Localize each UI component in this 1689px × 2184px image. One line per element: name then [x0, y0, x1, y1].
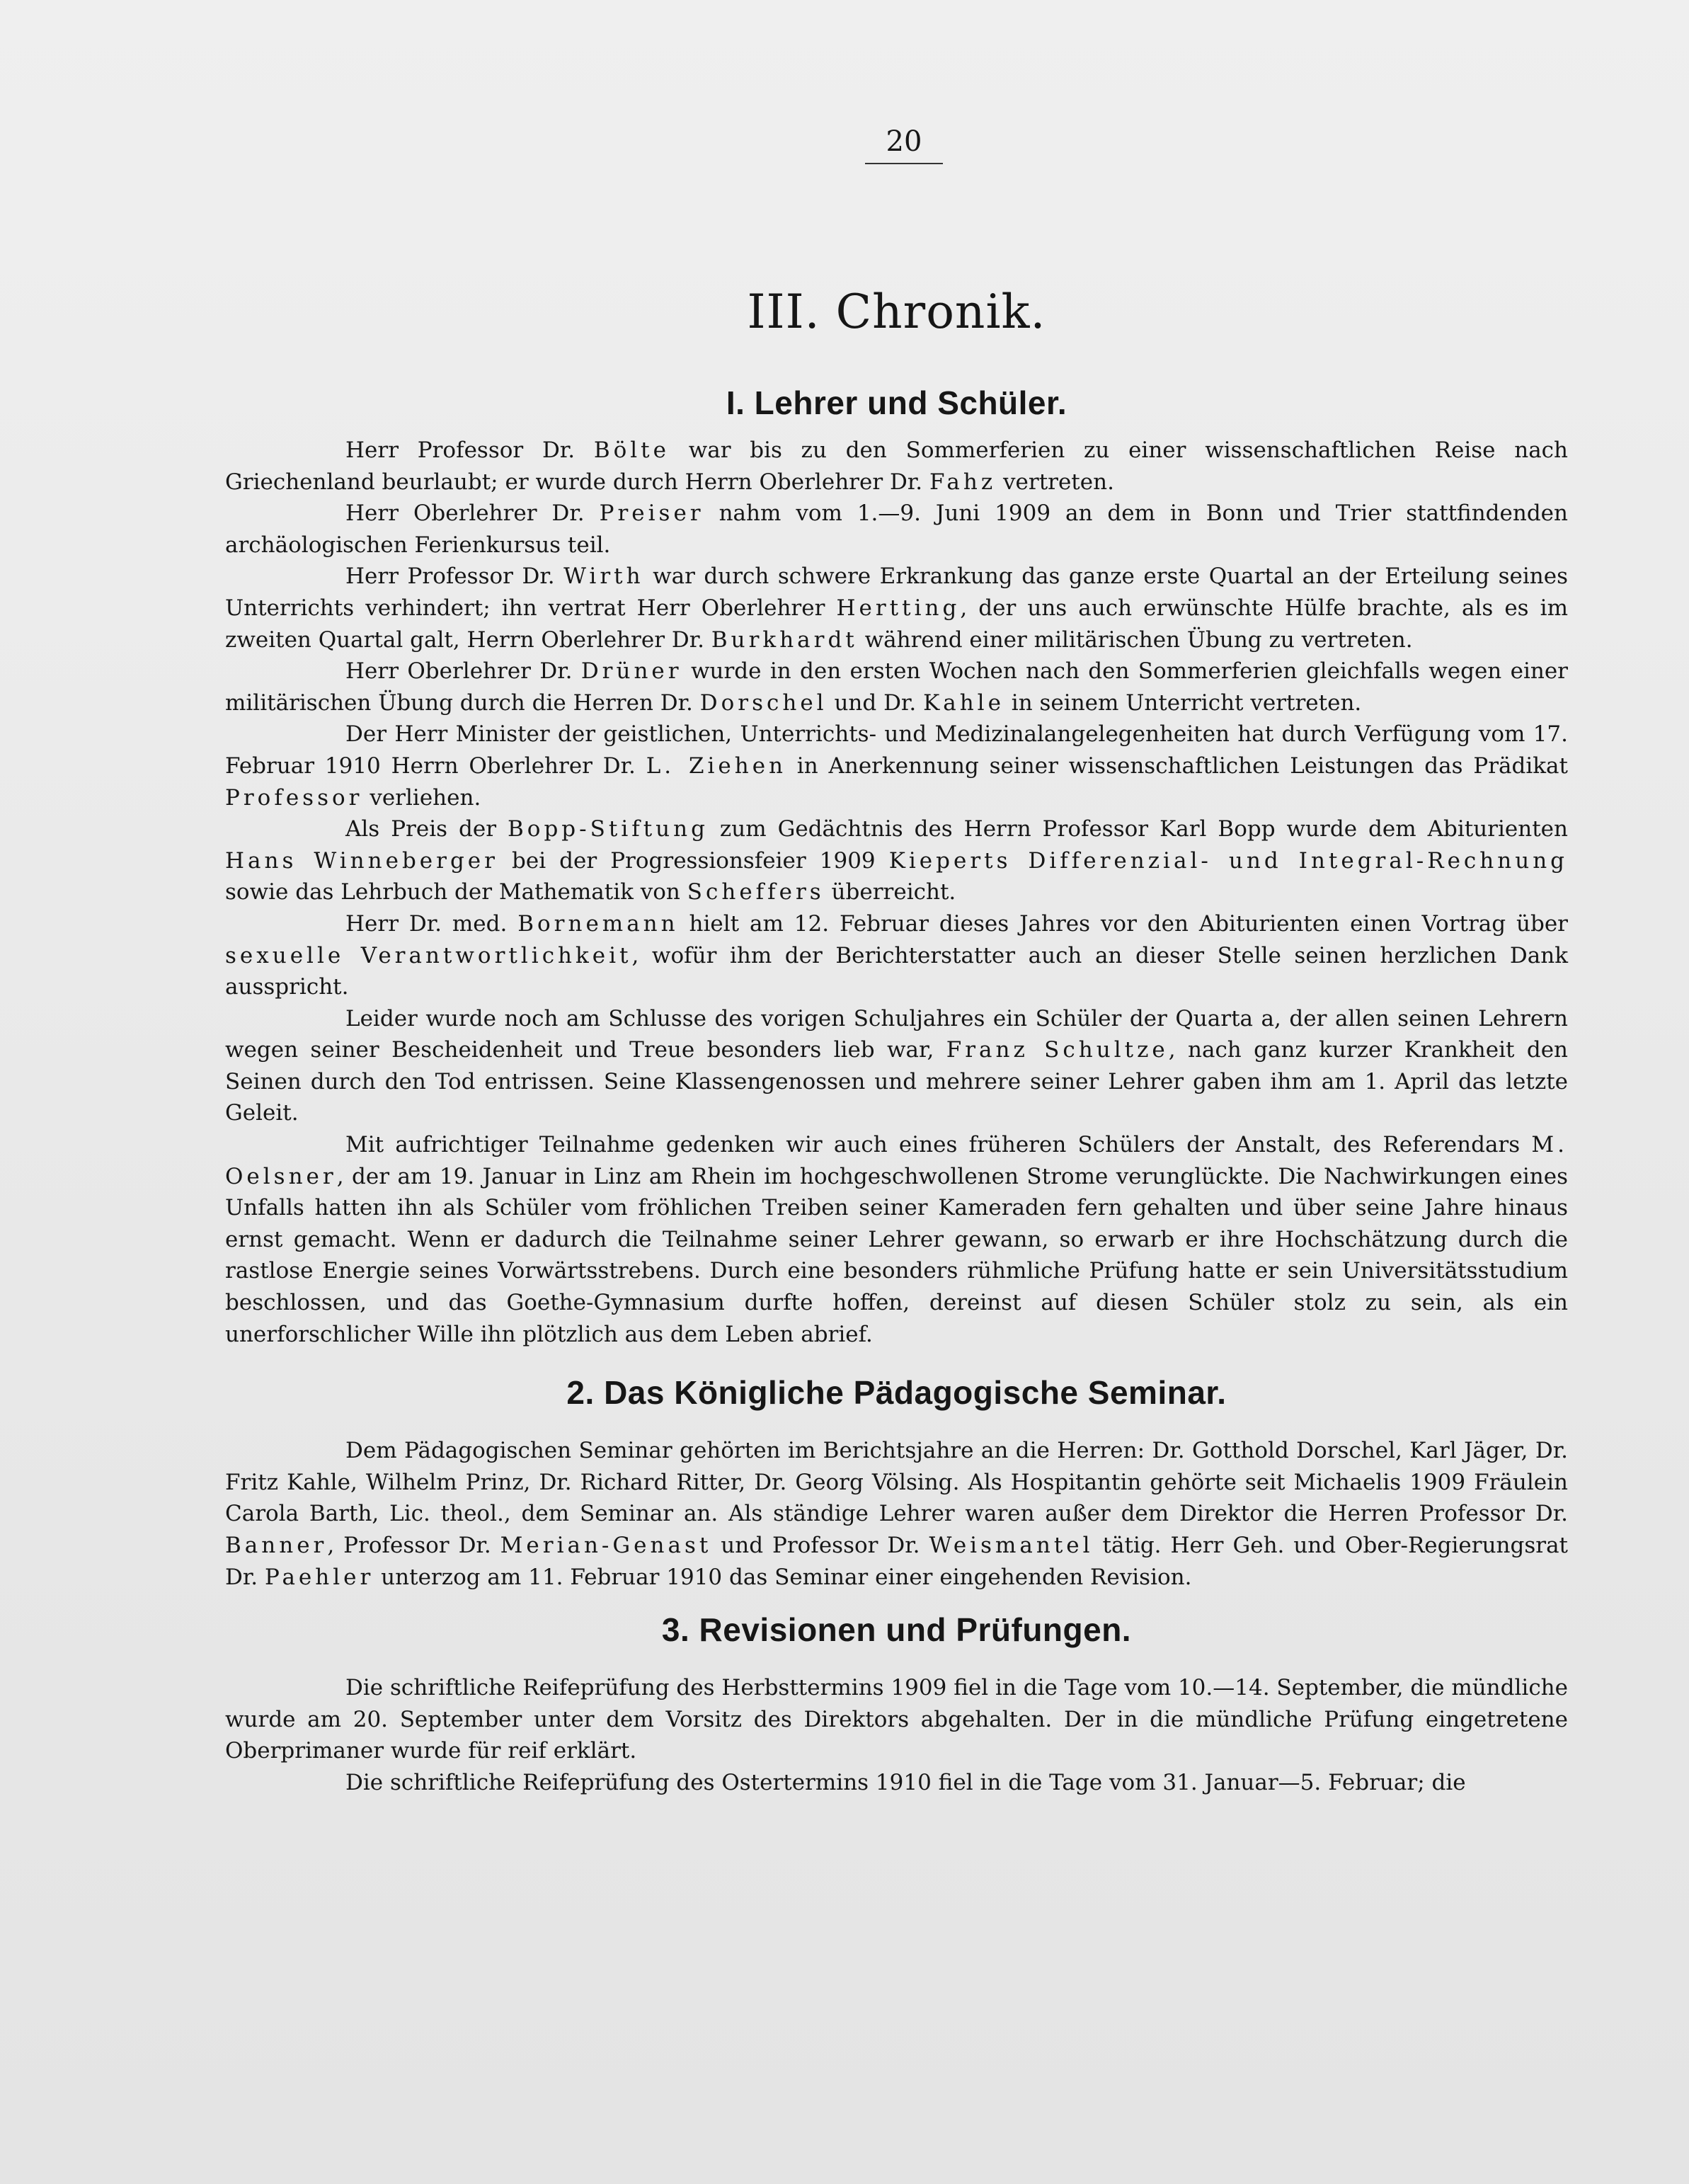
paragraph: Mit aufrichtiger Teilnahme gedenken wir auch eines früheren Schülers der Anstalt, des Referendars M. Oelsner, der am 19. Januar in Linz am Rhein im hochgeschwollenen Strome verunglückte. Die Nachwirkungen eines Unfalls hatten ihn als Schüler vom fröhlichen Treiben seiner Kameraden fern gehalten und über seine Jahre hinaus ernst gemacht. Wenn er dadurch die Teilnahme seiner Lehrer gewann, so erwarb er ihre Hochschätzung durch die rastlose Energie seines Vorwärtsstrebens. Durch eine besonders rühmliche Prüfung hatte er sein Universitätsstudium beschlossen, und das Goethe-Gymnasium durfte hoffen, dereinst auf diesen Schüler stolz zu sein, als ein unerforschlicher Wille ihn plötzlich aus dem Leben abrief.: [225, 1132, 1568, 1347]
section-revisionen-und-pruefungen: [225, 1593, 1568, 1798]
section-paedagogisches-seminar: [225, 1350, 1568, 1593]
paragraph: Dem Pädagogischen Seminar gehörten im Berichtsjahre an die Herren: Dr. Gotthold Dorschel, Karl Jäger, Dr. Fritz Kahle, Wilhelm Prinz, Dr. Richard Ritter, Dr. Georg Völsing. Als Hospitantin gehörte seit Michaelis 1909 Fräulein Carola Barth, Lic. theol., dem Seminar an. Als ständige Lehrer waren außer dem Direktor die Herren Professor Dr. Banner, Professor Dr. Merian-Genast und Professor Dr. Weismantel tätig. Herr Geh. und Ober-Regierungsrat Dr. Paehler unterzog am 11. Februar 1910 das Seminar einer eingehenden Revision.: [225, 1438, 1569, 1590]
spaced-name: Drüner: [580, 658, 682, 685]
spaced-name: Bopp-Stiftung: [508, 816, 709, 842]
paragraph: Herr Professor Dr. Bölte war bis zu den Sommerferien zu einer wissenschaftlichen Reise nach Griechenland beurlaubt; er wurde durch Herrn Oberlehrer Dr. Fahz vertreten.: [225, 438, 1568, 495]
spaced-name: Banner: [225, 1533, 328, 1558]
spaced-name: Fahz: [929, 469, 997, 495]
chapter-title: III. Chronik.: [747, 285, 1046, 339]
paragraph: Herr Oberlehrer Dr. Drüner wurde in den ersten Wochen nach den Sommerferien gleichfalls wegen einer militärischen Übung durch die Herren Dr. Dorschel und Dr. Kahle in seinem Unterricht vertreten.: [225, 658, 1568, 716]
paragraph: Als Preis der Bopp-Stiftung zum Gedächtnis des Herrn Professor Karl Bopp wurde dem Abiturienten Hans Winneberger bei der Progressionsfeier 1909 Kieperts Differenzial- und Integral-Rechnung sowie das Lehrbuch der Mathematik von Scheffers überreicht.: [225, 816, 1569, 905]
spaced-name: Hertting: [836, 595, 961, 621]
section-heading: I. Lehrer und Schüler.: [726, 384, 1067, 421]
paragraph: Der Herr Minister der geistlichen, Unterrichts- und Medizinalangelegenheiten hat durch Verfügung vom 17. Februar 1910 Herrn Oberlehrer Dr. L. Ziehen in Anerkennung seiner wissenschaftlichen Leistungen das Prädikat Professor verliehen.: [225, 721, 1568, 811]
spaced-name: Merian-Genast: [500, 1533, 712, 1558]
paragraph: Leider wurde noch am Schlusse des vorigen Schuljahres ein Schüler der Quarta a, der allen seinen Lehrern wegen seiner Bescheidenheit und Treue besonders lieb war, Franz Schultze, nach ganz kurzer Krankheit den Seinen durch den Tod entrissen. Seine Klassengenossen und mehrere seiner Lehrer gaben ihm am 1. April das letzte Geleit.: [225, 1005, 1569, 1126]
spaced-name: Preiser: [599, 501, 704, 527]
spaced-name: Kieperts Differenzial- und Integral-Rechnung: [888, 847, 1569, 874]
spaced-name: Dorschel: [699, 690, 828, 716]
spaced-name: Wirth: [563, 564, 644, 590]
spaced-name: L. Ziehen: [646, 753, 787, 779]
spaced-name: Kahle: [923, 690, 1004, 716]
paragraph: Herr Professor Dr. Wirth war durch schwere Erkrankung das ganze erste Quartal an der Erteilung seines Unterrichts verhindert; ihn vertrat Herr Oberlehrer Hertting, der uns auch erwünschte Hülfe brachte, als es im zweiten Quartal galt, Herrn Oberlehrer Dr. Burkhardt während einer militärischen Übung zu vertreten.: [225, 564, 1568, 653]
spaced-name: Hans Winneberger: [225, 847, 498, 874]
section-lehrer-und-schueler: [225, 350, 1568, 1350]
spaced-name: Franz Schultze: [946, 1037, 1169, 1063]
spaced-name: sexuelle Verantwortlichkeit: [225, 942, 632, 968]
paragraph: Die schriftliche Reifeprüfung des Herbsttermins 1909 fiel in die Tage vom 10.—14. September, die mündliche wurde am 20. September unter dem Vorsitz des Direktors abgehalten. Der in die mündliche Prüfung eingetretene Oberprimaner wurde für reif erklärt.: [225, 1675, 1568, 1764]
paragraph: Herr Oberlehrer Dr. Preiser nahm vom 1.—9. Juni 1909 an dem in Bonn und Trier stattfindenden archäologischen Ferienkursus teil.: [225, 501, 1568, 558]
section-heading: 2. Das Königliche Pädagogische Seminar.: [566, 1374, 1227, 1412]
paragraph: Die schriftliche Reifeprüfung des Ostertermins 1910 fiel in die Tage vom 31. Januar—5. Februar; die: [345, 1769, 1466, 1795]
spaced-name: Professor: [225, 784, 363, 811]
spaced-name: Weismantel: [929, 1533, 1094, 1558]
page-number: 20: [865, 125, 943, 164]
spaced-name: Paehler: [264, 1564, 374, 1590]
section-heading: 3. Revisionen und Prüfungen.: [661, 1611, 1132, 1649]
spaced-name: Burkhardt: [711, 627, 858, 653]
spaced-name: Scheffers: [687, 879, 825, 905]
page-content: [225, 275, 1568, 1799]
spaced-name: M. Oelsner: [225, 1132, 1568, 1189]
spaced-name: Bornemann: [517, 910, 679, 937]
spaced-name: Bölte: [593, 438, 670, 463]
paragraph: Herr Dr. med. Bornemann hielt am 12. Februar dieses Jahres vor den Abiturienten einen Vortrag über sexuelle Verantwortlichkeit, wofür ihm der Berichterstatter auch an dieser Stelle seinen herzlichen Dank ausspricht.: [225, 910, 1568, 1000]
